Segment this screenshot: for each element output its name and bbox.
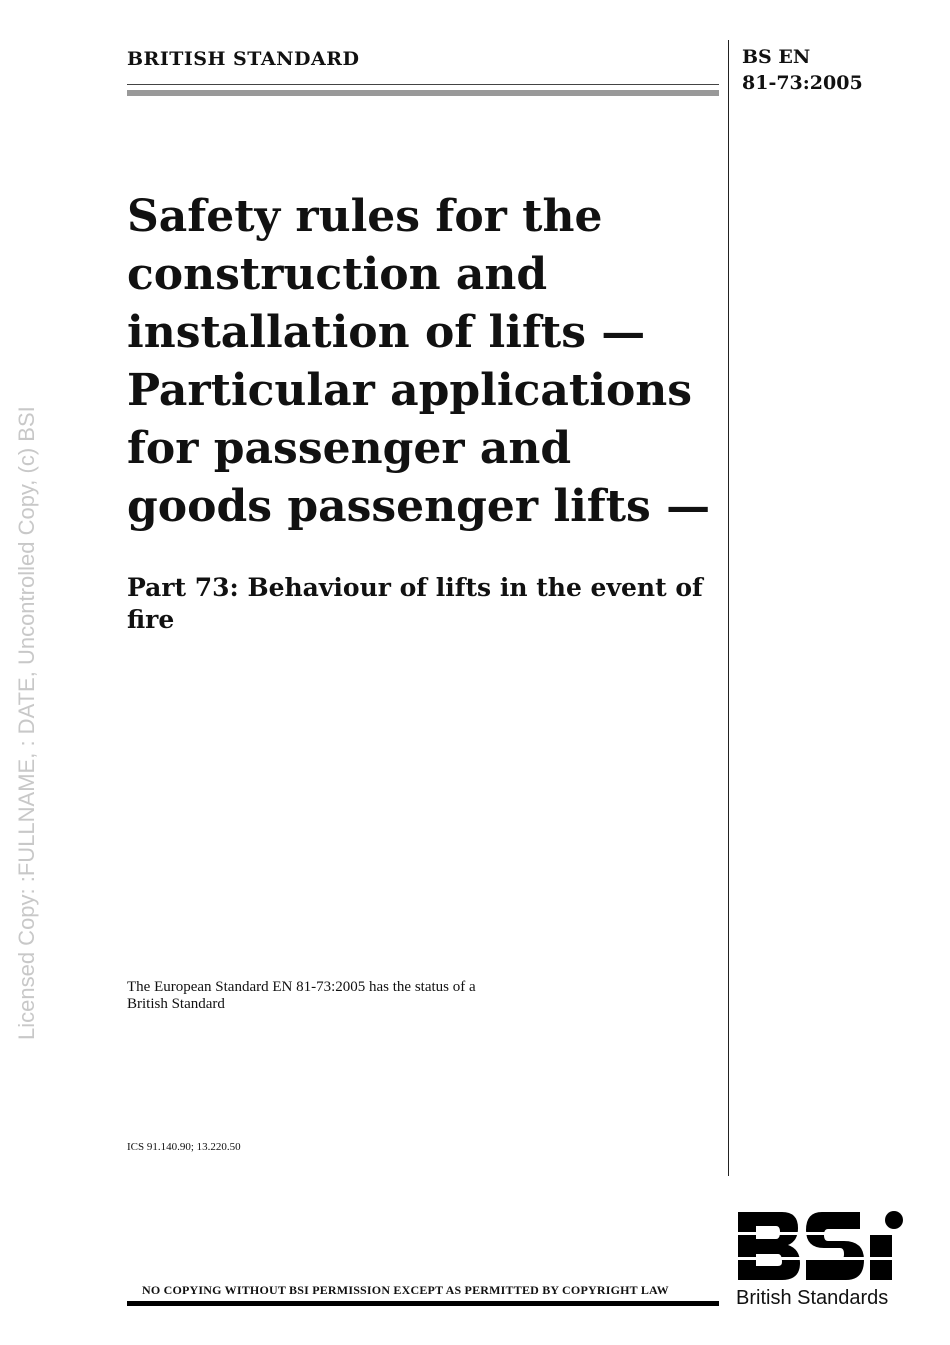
header-rule-thin	[127, 84, 719, 85]
copyright-notice: NO COPYING WITHOUT BSI PERMISSION EXCEPT AS PERMITTED BY COPYRIGHT LAW	[142, 1283, 669, 1297]
ics-code: ICS 91.140.90; 13.220.50	[127, 1141, 241, 1153]
vertical-divider	[728, 40, 729, 1176]
title-line: Safety rules for the	[127, 191, 603, 242]
footer-rule	[127, 1301, 719, 1306]
title-line: construction and	[127, 249, 548, 300]
title-line: Particular applications	[127, 365, 693, 416]
license-watermark: Licensed Copy: :FULLNAME, : DATE, Uncontrolled Copy, (c) BSI	[14, 406, 39, 1040]
standard-number	[742, 44, 863, 96]
header-rule-thick	[127, 90, 719, 96]
part-title-line: Part 73: Behaviour of lifts in the event of	[127, 573, 703, 602]
document-title	[127, 188, 727, 536]
status-note-line-1: The European Standard EN 81-73:2005 has the status of a	[127, 979, 476, 995]
title-line: for passenger and	[127, 423, 572, 474]
standard-number-line-2: 81-73:2005	[742, 72, 863, 94]
standard-number-line-1: BS EN	[742, 46, 811, 68]
document-type-label: BRITISH STANDARD	[127, 48, 360, 70]
part-title	[127, 572, 727, 636]
status-note-line-2: British Standard	[127, 996, 225, 1012]
title-line: goods passenger lifts —	[127, 481, 711, 532]
bsi-wordmark-icon	[736, 1208, 906, 1284]
part-title-line: fire	[127, 605, 175, 634]
title-line: installation of lifts —	[127, 307, 646, 358]
status-note	[127, 979, 607, 1013]
bsi-logo-caption: British Standards	[736, 1287, 889, 1309]
